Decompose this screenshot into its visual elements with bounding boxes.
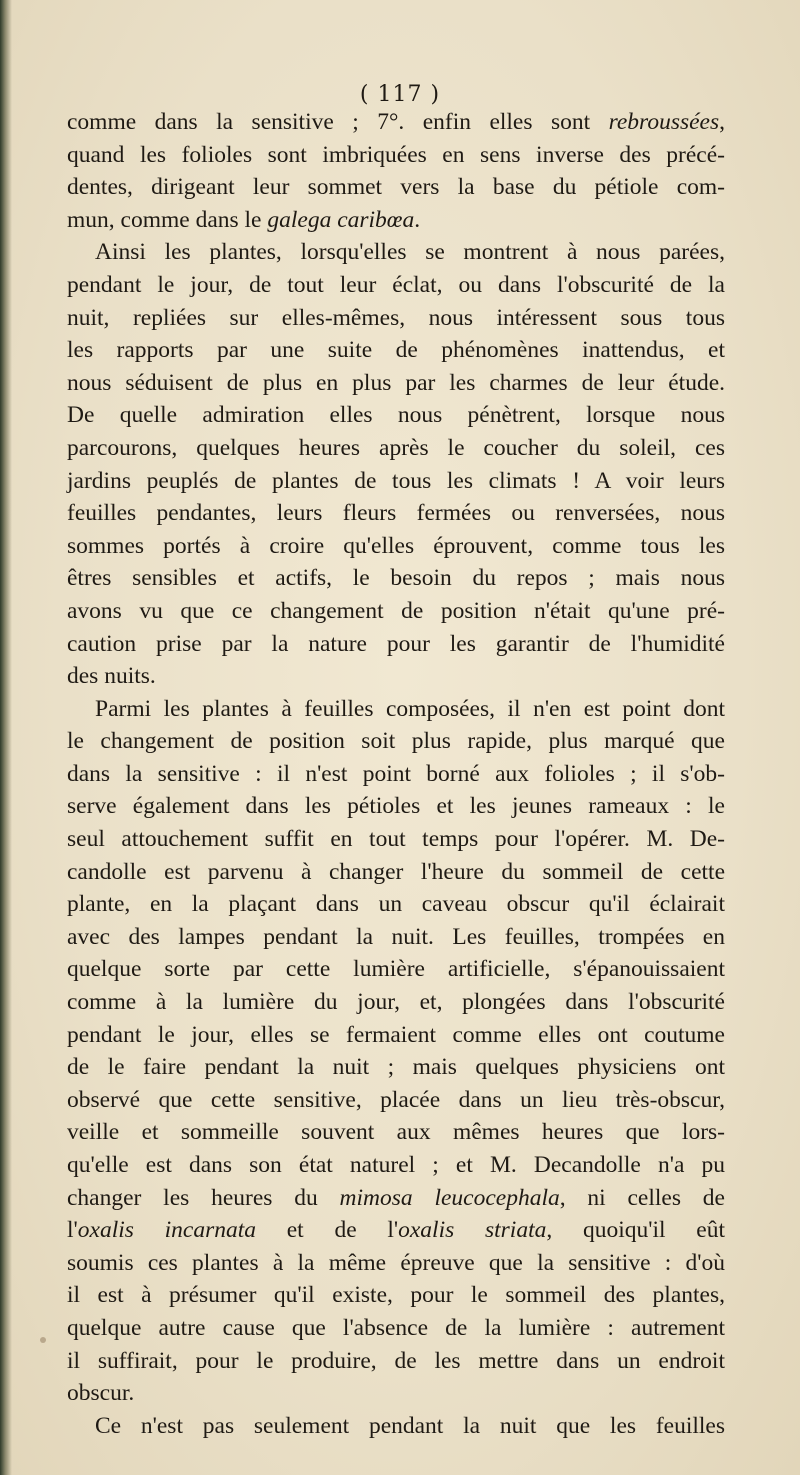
text-run: serve également dans les pétioles et les jeunes rameaux : le [67, 793, 725, 820]
ink-spot [40, 1337, 46, 1343]
text-run: qu'elle est dans son état naturel ; et M. Decandolle n'a pu [67, 1152, 725, 1178]
text-line [67, 367, 725, 400]
text-run: le changement de position soit plus rapide, plus marqué que [67, 728, 725, 755]
italic-text: oxalis incarnata [77, 1217, 257, 1244]
text-run: comme dans la sensitive ; 7°. enfin elles sont [67, 109, 609, 135]
text-run: pendant le jour, de tout leur éclat, ou dans l'obscurité de la [67, 271, 725, 298]
text-run: , [719, 109, 725, 135]
text-line [67, 497, 725, 530]
text-line [67, 1214, 725, 1247]
text-run: veille et sommeille souvent aux mêmes heures que lors- [67, 1119, 725, 1146]
text-run: jardins peuplés de plantes de tous les climats ! A voir leurs [67, 467, 725, 494]
text-line [67, 1345, 725, 1378]
text-line [67, 465, 725, 498]
text-run: êtres sensibles et actifs, le besoin du repos ; mais nous [67, 565, 725, 592]
body-text [67, 106, 725, 1442]
text-line [67, 1410, 725, 1443]
text-run: . [414, 206, 421, 233]
italic-text: galega caribœa [267, 206, 415, 233]
text-line [67, 236, 725, 269]
page-number: ( 117 ) [359, 82, 441, 107]
text-line [67, 660, 725, 693]
text-run: quelque autre cause que l'absence de la lumière : autrement [67, 1314, 725, 1341]
text-line [67, 1312, 725, 1345]
page-binding-edge [0, 0, 12, 1475]
text-line [67, 106, 725, 139]
text-run: il est à présumer qu'il existe, pour le sommeil des plantes, [67, 1282, 725, 1309]
text-line [67, 986, 725, 1019]
text-line [67, 823, 725, 856]
text-line [67, 790, 725, 823]
text-run: mun, comme dans le [67, 206, 268, 233]
text-line [67, 302, 725, 335]
text-line [67, 1149, 725, 1182]
text-line [67, 1182, 725, 1215]
text-run: obscur. [67, 1380, 135, 1407]
text-line [67, 725, 725, 758]
text-line [67, 595, 725, 628]
text-run: nuit, repliées sur elles-mêmes, nous intéressent sous tous [67, 304, 725, 331]
text-run: changer les heures du [67, 1184, 340, 1211]
text-run: pendant le jour, elles se fermaient comme elles ont coutume [67, 1021, 725, 1048]
text-run: quelque sorte par cette lumière artificielle, s'épanouissaient [67, 956, 725, 983]
text-line [67, 1247, 725, 1280]
text-line [67, 1051, 725, 1084]
text-run: De quelle admiration elles nous pénètrent, lorsque nous [67, 402, 725, 429]
text-run: Ce n'est pas seulement pendant la nuit que les feuilles [95, 1412, 725, 1439]
text-line [67, 171, 725, 204]
text-run: , ni celles de [559, 1184, 725, 1211]
text-run: quand les folioles sont imbriquées en sens inverse des précé- [67, 141, 725, 168]
text-line [67, 1019, 725, 1052]
text-line [67, 269, 725, 302]
text-run: seul attouchement suffit en tout temps pour l'opérer. M. De- [67, 826, 725, 853]
text-run: observé que cette sensitive, placée dans un lieu très-obscur, [67, 1086, 725, 1113]
text-line [67, 953, 725, 986]
text-line [67, 693, 725, 726]
text-run: avec des lampes pendant la nuit. Les feuilles, trompées en [67, 923, 725, 950]
text-line [67, 1279, 725, 1312]
text-line [67, 856, 725, 889]
text-run: candolle est parvenu à changer l'heure du sommeil de cette [67, 858, 725, 885]
text-run: plante, en la plaçant dans un caveau obscur qu'il éclairait [67, 891, 725, 918]
text-run: Ainsi les plantes, lorsqu'elles se montrent à nous parées, [95, 239, 725, 266]
text-line [67, 139, 725, 172]
text-run: il suffirait, pour le produire, de les mettre dans un endroit [67, 1347, 725, 1374]
text-line [67, 888, 725, 921]
text-run: feuilles pendantes, leurs fleurs fermées ou renversées, nous [67, 500, 725, 527]
text-run: de le faire pendant la nuit ; mais quelques physiciens ont [67, 1054, 725, 1081]
italic-text: rebroussées [608, 109, 720, 135]
italic-text: oxalis striata [398, 1217, 547, 1244]
text-run: dentes, dirigeant leur sommet vers la base du pétiole com- [67, 174, 725, 201]
text-line [67, 628, 725, 661]
text-line [67, 562, 725, 595]
italic-text: mimosa leucocephala [339, 1184, 560, 1211]
text-line [67, 758, 725, 791]
text-run: et de l' [256, 1217, 399, 1244]
text-line [67, 432, 725, 465]
text-run: des nuits. [67, 663, 156, 690]
text-run: nous séduisent de plus en plus par les charmes de leur étude. [67, 369, 725, 396]
text-run: dans la sensitive : il n'est point borné aux folioles ; il s'ob- [67, 760, 725, 787]
text-line [67, 1084, 725, 1117]
text-run: avons vu que ce changement de position n'était qu'une pré- [67, 597, 725, 624]
text-line [67, 530, 725, 563]
text-run: les rapports par une suite de phénomènes inattendus, et [67, 337, 725, 364]
text-run: , quoiqu'il eût [546, 1217, 725, 1244]
text-line [67, 334, 725, 367]
text-line [67, 204, 725, 237]
text-line [67, 921, 725, 954]
text-line [67, 1116, 725, 1149]
text-run: sommes portés à croire qu'elles éprouvent, comme tous les [67, 532, 725, 559]
text-line [67, 399, 725, 432]
text-run: caution prise par la nature pour les garantir de l'humidité [67, 630, 725, 657]
text-run: l' [67, 1217, 78, 1244]
text-line [67, 1377, 725, 1410]
text-run: Parmi les plantes à feuilles composées, il n'en est point dont [95, 695, 725, 722]
text-run: comme à la lumière du jour, et, plongées dans l'obscurité [67, 989, 725, 1016]
text-run: parcourons, quelques heures après le coucher du soleil, ces [67, 434, 725, 461]
text-run: soumis ces plantes à la même épreuve que la sensitive : d'où [67, 1249, 725, 1276]
